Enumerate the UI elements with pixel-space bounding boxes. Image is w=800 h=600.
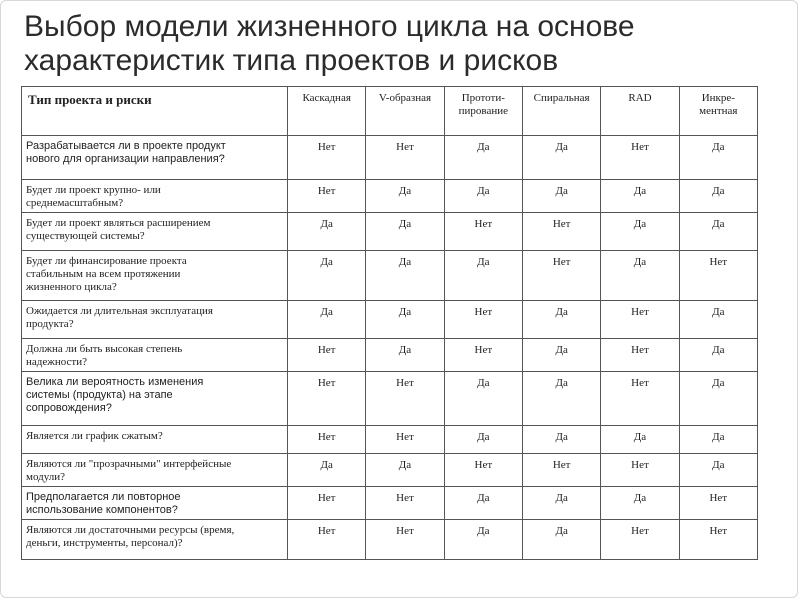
answer-cell: Да (601, 487, 679, 520)
table-row (22, 251, 758, 301)
answer-cell: Да (288, 213, 366, 251)
answer-cell: Нет (679, 487, 757, 520)
answer-cell: Да (288, 301, 366, 339)
answer-cell: Да (366, 180, 444, 213)
answer-cell: Нет (601, 339, 679, 372)
answer-cell: Да (679, 301, 757, 339)
answer-cell: Да (288, 454, 366, 487)
header-project-type: Тип проекта и риски (22, 87, 288, 136)
answer-cell: Нет (366, 372, 444, 426)
answer-cell: Да (444, 372, 522, 426)
header-prototyping: Прототи- пирование (444, 87, 522, 136)
answer-cell: Нет (679, 251, 757, 301)
question-text-line1: Являются ли достаточными ресурсы (время, (26, 524, 235, 536)
question-text-line1: Будет ли проект крупно- или (26, 184, 161, 196)
answer-cell: Нет (288, 487, 366, 520)
question-cell (22, 372, 288, 426)
answer-cell: Да (444, 251, 522, 301)
answer-cell: Нет (288, 136, 366, 180)
answer-cell: Нет (288, 426, 366, 454)
answer-cell: Да (366, 251, 444, 301)
answer-cell: Да (679, 136, 757, 180)
answer-cell: Нет (366, 136, 444, 180)
question-cell (22, 301, 288, 339)
answer-cell: Нет (522, 251, 600, 301)
question-text-line1: Предполагается ли повторное (26, 491, 181, 503)
answer-cell: Да (679, 339, 757, 372)
table-row (22, 487, 758, 520)
answer-cell: Да (522, 180, 600, 213)
answer-cell: Да (444, 180, 522, 213)
answer-cell: Да (679, 454, 757, 487)
answer-cell: Нет (601, 301, 679, 339)
slide-title-line2: характеристик типа проектов и рисков (24, 44, 559, 77)
question-cell (22, 251, 288, 301)
answer-cell: Да (679, 372, 757, 426)
question-text-line2: продукта? (26, 318, 74, 330)
table-row (22, 426, 758, 454)
question-text-line1: Будет ли финансирование проекта (26, 255, 187, 267)
answer-cell: Да (601, 213, 679, 251)
question-cell (22, 426, 288, 454)
table-row (22, 339, 758, 372)
answer-cell: Нет (444, 301, 522, 339)
table-row (22, 454, 758, 487)
answer-cell: Да (366, 454, 444, 487)
question-text-line1: Являются ли "прозрачными" интерфейсные (26, 458, 232, 470)
answer-cell: Да (679, 180, 757, 213)
question-cell (22, 180, 288, 213)
answer-cell: Нет (601, 136, 679, 180)
answer-cell: Да (679, 426, 757, 454)
question-text-line2: надежности? (26, 356, 87, 368)
question-text-line3: жизненного цикла? (26, 281, 117, 293)
answer-cell: Нет (444, 339, 522, 372)
answer-cell: Нет (444, 454, 522, 487)
question-cell (22, 520, 288, 560)
answer-cell: Нет (288, 180, 366, 213)
answer-cell: Да (288, 251, 366, 301)
answer-cell: Да (679, 213, 757, 251)
question-text-line2: среднемасштабным? (26, 197, 124, 209)
table-header-row (22, 87, 758, 136)
question-cell (22, 339, 288, 372)
question-text-line1: Будет ли проект являться расширением (26, 217, 211, 229)
answer-cell: Да (444, 520, 522, 560)
lifecycle-model-table (21, 86, 758, 560)
answer-cell: Нет (288, 339, 366, 372)
answer-cell: Нет (522, 454, 600, 487)
answer-cell: Да (366, 213, 444, 251)
answer-cell: Нет (601, 454, 679, 487)
question-text-line2: системы (продукта) на этапе (26, 389, 173, 401)
slide-title-line1: Выбор модели жизненного цикла на основе (24, 10, 635, 43)
answer-cell: Нет (366, 520, 444, 560)
answer-cell: Нет (288, 520, 366, 560)
question-text-line2: использование компонентов? (26, 504, 178, 516)
answer-cell: Нет (444, 213, 522, 251)
answer-cell: Да (366, 301, 444, 339)
answer-cell: Да (444, 487, 522, 520)
answer-cell: Да (444, 136, 522, 180)
question-cell (22, 136, 288, 180)
slide-title (24, 10, 784, 78)
question-text-line1: Является ли график сжатым? (26, 430, 163, 442)
table-row (22, 301, 758, 339)
question-cell (22, 213, 288, 251)
answer-cell: Да (366, 339, 444, 372)
answer-cell: Нет (601, 520, 679, 560)
question-text-line2: существующей системы? (26, 230, 145, 242)
table-row (22, 136, 758, 180)
header-rad: RAD (601, 87, 679, 136)
table-row (22, 520, 758, 560)
table-row (22, 372, 758, 426)
header-spiral: Спиральная (522, 87, 600, 136)
answer-cell: Да (522, 136, 600, 180)
question-cell (22, 487, 288, 520)
answer-cell: Нет (522, 213, 600, 251)
answer-cell: Да (444, 426, 522, 454)
header-incremental: Инкре- ментная (679, 87, 757, 136)
answer-cell: Нет (679, 520, 757, 560)
header-v-model: V-образная (366, 87, 444, 136)
question-text-line1: Разрабатывается ли в проекте продукт (26, 140, 226, 152)
header-waterfall: Каскадная (288, 87, 366, 136)
answer-cell: Нет (288, 372, 366, 426)
answer-cell: Нет (366, 487, 444, 520)
question-text-line1: Должна ли быть высокая степень (26, 343, 183, 355)
table-row (22, 213, 758, 251)
answer-cell: Нет (366, 426, 444, 454)
question-text-line2: нового для организации направления? (26, 153, 225, 165)
answer-cell: Да (522, 426, 600, 454)
question-text-line2: модули? (26, 471, 66, 483)
question-text-line1: Ожидается ли длительная эксплуатация (26, 305, 213, 317)
question-text-line2: деньги, инструменты, персонал)? (26, 537, 183, 549)
answer-cell: Да (522, 520, 600, 560)
answer-cell: Да (601, 426, 679, 454)
answer-cell: Да (522, 487, 600, 520)
answer-cell: Да (601, 180, 679, 213)
answer-cell: Да (522, 372, 600, 426)
question-text-line2: стабильным на всем протяжении (26, 268, 181, 280)
question-cell (22, 454, 288, 487)
table-row (22, 180, 758, 213)
question-text-line1: Велика ли вероятность изменения (26, 376, 204, 388)
question-text-line3: сопровождения? (26, 402, 112, 414)
answer-cell: Нет (601, 372, 679, 426)
answer-cell: Да (601, 251, 679, 301)
answer-cell: Да (522, 339, 600, 372)
answer-cell: Да (522, 301, 600, 339)
